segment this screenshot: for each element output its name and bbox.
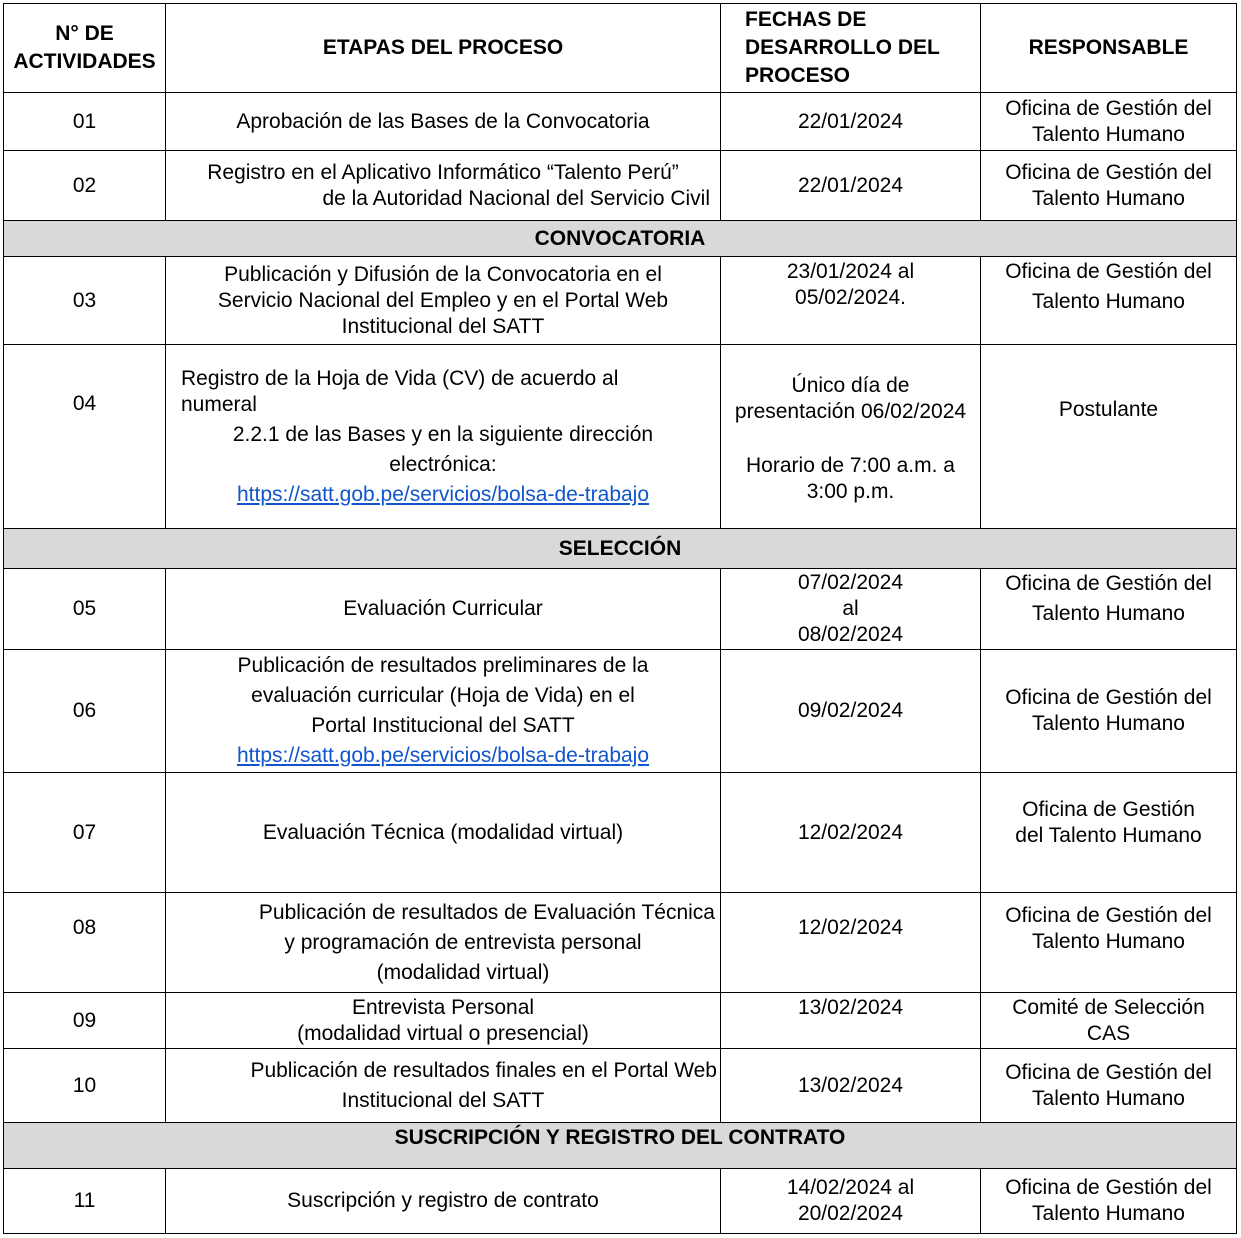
table-row <box>4 1049 1237 1123</box>
row-num: 07 <box>4 773 166 893</box>
resp-line: CAS <box>1086 1021 1131 1045</box>
row-num: 08 <box>4 893 166 993</box>
etapa-line: Registro en el Aplicativo Informático “Talento Perú” <box>207 160 679 184</box>
resp-line: Talento Humano <box>1032 186 1185 210</box>
row-num: 10 <box>4 1049 166 1123</box>
row-etapa <box>166 257 721 345</box>
row-etapa <box>166 773 721 893</box>
row-etapa <box>166 993 721 1049</box>
row-num: 11 <box>4 1169 166 1234</box>
header-etapas: ETAPAS DEL PROCESO <box>166 4 721 93</box>
section-seleccion: SELECCIÓN <box>4 529 1237 569</box>
fecha-line: Único día de <box>791 374 910 397</box>
bolsa-de-trabajo-link[interactable]: https://satt.gob.pe/servicios/bolsa-de-trabajo <box>236 482 650 506</box>
row-resp <box>981 345 1237 529</box>
etapa-line: (modalidad virtual) <box>376 960 550 984</box>
resp-line: Oficina de Gestión del <box>1005 1060 1212 1084</box>
table-row <box>4 93 1237 151</box>
table-row <box>4 345 1237 529</box>
fecha-line: 13/02/2024 <box>797 996 904 1019</box>
row-num: 09 <box>4 993 166 1049</box>
row-fecha <box>721 893 981 993</box>
row-fecha <box>721 650 981 773</box>
resp-line: Talento Humano <box>1032 712 1185 735</box>
header-num-line: ACTIVIDADES <box>13 50 156 73</box>
fecha-line: 05/02/2024. <box>795 286 906 309</box>
table-row <box>4 257 1237 345</box>
etapa-line: Publicación de resultados preliminares de la <box>237 654 649 677</box>
resp-line: Oficina de Gestión del <box>1005 904 1212 927</box>
section-row <box>4 221 1237 257</box>
table-row <box>4 773 1237 893</box>
row-fecha <box>721 569 981 650</box>
fecha-line: 12/02/2024 <box>797 820 904 844</box>
row-etapa <box>166 345 721 529</box>
header-fechas <box>721 4 981 93</box>
resp-line: Oficina de Gestión del <box>1005 686 1212 709</box>
resp-line: Oficina de Gestión <box>1022 798 1195 821</box>
etapa-line: 2.2.1 de las Bases y en la siguiente dirección <box>232 422 654 446</box>
resp-line: Oficina de Gestión del <box>1005 572 1212 595</box>
horario-line: 3:00 p.m. <box>806 480 895 503</box>
etapa-line: de la Autoridad Nacional del Servicio Civil <box>322 186 710 210</box>
etapa-line: Publicación y Difusión de la Convocatoria en el <box>224 262 662 286</box>
table-row <box>4 151 1237 221</box>
resp-line: Talento Humano <box>1032 122 1185 146</box>
row-num: 04 <box>4 345 166 529</box>
row-resp <box>981 93 1237 151</box>
row-etapa <box>166 569 721 650</box>
etapa-line: numeral <box>181 392 257 416</box>
row-num: 06 <box>4 650 166 773</box>
row-resp <box>981 151 1237 221</box>
row-num: 05 <box>4 569 166 650</box>
fecha-line: 08/02/2024 <box>797 623 904 646</box>
row-resp <box>981 569 1237 650</box>
row-fecha <box>721 151 981 221</box>
etapa-line: Publicación de resultados finales en el Portal Web <box>250 1058 717 1082</box>
etapa-line: Suscripción y registro de contrato <box>287 1189 599 1212</box>
resp-line: Talento Humano <box>1032 1086 1185 1110</box>
etapa-line: evaluación curricular (Hoja de Vida) en el <box>251 684 635 707</box>
section-contrato: SUSCRIPCIÓN Y REGISTRO DEL CONTRATO <box>4 1123 1237 1169</box>
resp-line: Talento Humano <box>1032 1202 1185 1225</box>
etapa-line: Institucional del SATT <box>341 314 545 338</box>
etapa-line: Aprobación de las Bases de la Convocatoria <box>236 109 650 133</box>
row-fecha <box>721 773 981 893</box>
row-fecha <box>721 257 981 345</box>
row-etapa <box>166 893 721 993</box>
resp-line: Oficina de Gestión del <box>1005 1176 1212 1199</box>
row-resp <box>981 993 1237 1049</box>
header-num-line: N° DE <box>55 22 114 45</box>
row-etapa <box>166 650 721 773</box>
etapa-line: Registro de la Hoja de Vida (CV) de acuerdo al <box>181 366 619 390</box>
etapa-line: Servicio Nacional del Empleo y en el Portal Web <box>217 288 669 312</box>
row-resp <box>981 257 1237 345</box>
header-fechas-line: DESARROLLO DEL <box>745 36 940 59</box>
resp-line: del Talento Humano <box>1015 824 1202 847</box>
fecha-line: presentación 06/02/2024 <box>734 400 967 423</box>
resp-line: Talento Humano <box>1032 930 1185 953</box>
fecha-line: 20/02/2024 <box>797 1202 904 1225</box>
row-fecha <box>721 345 981 529</box>
header-responsable: RESPONSABLE <box>981 4 1237 93</box>
row-etapa <box>166 1049 721 1123</box>
etapa-line: (modalidad virtual o presencial) <box>297 1021 589 1045</box>
fecha-line: 22/01/2024 <box>797 173 904 197</box>
fecha-line: 07/02/2024 <box>797 571 904 594</box>
etapa-line: Evaluación Curricular <box>343 597 543 620</box>
row-fecha <box>721 993 981 1049</box>
etapa-line: Portal Institucional del SATT <box>311 714 575 737</box>
etapa-line: Entrevista Personal <box>351 995 535 1019</box>
row-resp <box>981 650 1237 773</box>
row-resp <box>981 773 1237 893</box>
horario-line: Horario de 7:00 a.m. a <box>746 454 955 477</box>
resp-line: Oficina de Gestión del <box>1005 96 1212 120</box>
row-resp <box>981 1169 1237 1234</box>
fecha-line: 14/02/2024 al <box>786 1176 915 1199</box>
fecha-line: 22/01/2024 <box>797 109 904 133</box>
fecha-line: 09/02/2024 <box>797 699 904 722</box>
schedule-table <box>3 3 1237 1234</box>
row-num: 03 <box>4 257 166 345</box>
fecha-line: al <box>842 597 859 620</box>
row-fecha <box>721 93 981 151</box>
header-fechas-line: PROCESO <box>745 64 851 87</box>
row-num: 02 <box>4 151 166 221</box>
header-num <box>4 4 166 93</box>
table-row <box>4 893 1237 993</box>
header-row <box>4 4 1237 93</box>
resp-line: Talento Humano <box>1032 290 1185 313</box>
etapa-line: Publicación de resultados de Evaluación Técnica <box>258 900 715 924</box>
section-row <box>4 529 1237 569</box>
resp-line: Talento Humano <box>1032 602 1185 625</box>
section-convocatoria: CONVOCATORIA <box>4 221 1237 257</box>
etapa-line: Evaluación Técnica (modalidad virtual) <box>262 820 624 844</box>
section-row <box>4 1123 1237 1169</box>
resp-line: Oficina de Gestión del <box>1005 260 1212 283</box>
fecha-line: 12/02/2024 <box>797 916 904 939</box>
row-etapa <box>166 93 721 151</box>
row-etapa <box>166 151 721 221</box>
etapa-line: Institucional del SATT <box>341 1088 545 1112</box>
table-row <box>4 569 1237 650</box>
resp-line: Comité de Selección <box>1012 995 1205 1019</box>
row-num: 01 <box>4 93 166 151</box>
row-fecha <box>721 1169 981 1234</box>
resp-line: Oficina de Gestión del <box>1005 160 1212 184</box>
table-row <box>4 993 1237 1049</box>
header-fechas-line: FECHAS DE <box>745 8 867 31</box>
table-row <box>4 1169 1237 1234</box>
row-fecha <box>721 1049 981 1123</box>
row-resp <box>981 893 1237 993</box>
fecha-line: 23/01/2024 al <box>786 260 915 283</box>
row-etapa <box>166 1169 721 1234</box>
etapa-line: y programación de entrevista personal <box>284 930 642 954</box>
row-resp <box>981 1049 1237 1123</box>
table-row <box>4 650 1237 773</box>
resp-line: Postulante <box>1058 398 1159 421</box>
bolsa-de-trabajo-link[interactable]: https://satt.gob.pe/servicios/bolsa-de-trabajo <box>236 744 650 767</box>
etapa-line: electrónica: <box>389 452 497 476</box>
fecha-line: 13/02/2024 <box>797 1073 904 1097</box>
